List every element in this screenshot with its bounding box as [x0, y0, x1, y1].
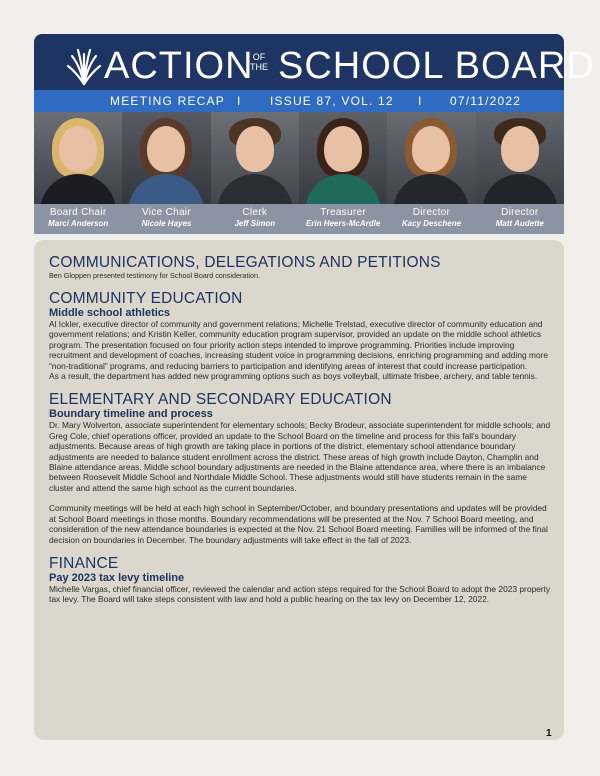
meeting-date: 07/11/2022 — [450, 94, 522, 108]
subtitle-tax-levy: Pay 2023 tax levy timeline — [49, 571, 185, 584]
community-body-2: As a result, the department has added new programming options such as boys volleyball, ultimate frisbee, archery, and table tennis. — [49, 371, 538, 382]
board-member-photo — [122, 112, 210, 204]
board-member-photo — [476, 112, 564, 204]
issue-bar — [34, 90, 564, 112]
board-role: Director — [501, 207, 539, 218]
board-role: Board Chair — [49, 207, 107, 218]
board-name: Marci Anderson — [48, 219, 109, 228]
wheat-sheaf-icon — [66, 44, 102, 86]
masthead-of-the — [250, 52, 268, 72]
board-member — [299, 204, 387, 234]
board-member-photo — [34, 112, 122, 204]
subtitle-boundary-timeline: Boundary timeline and process — [49, 408, 213, 421]
elementary-body-2: Community meetings will be held at each high school in September/October, and boundary presentations and updates will be provided at School Board meetings in those months. Boundary recommendations will be presented at the Nov. 7 School Board meeting, and consideration of the new attendance boundaries is expected at the Nov. 21 School Board meeting. Families will be informed of the final decision on boundaries in December. The boundary adjustments will take effect in the fall of 2023. — [49, 503, 548, 545]
separator: I — [237, 94, 242, 108]
masthead-the: THE — [250, 62, 268, 72]
board-role: Director — [412, 207, 451, 218]
elementary-body-1: Dr. Mary Wolverton, associate superintendent for elementary schools; Becky Brodeur, associate superintendent for middle schools; and Greg Cole, chief operations officer, provided an update to the School Board on the timeline and process for this fall’s boundary adjustments. Because areas of high growth are taking place in portions of the district, elementary school attendance boundary adjustments are needed to balance student enrollment across the district. These areas of high growth include Dayton, Champlin and Blaine attendance areas. Middle school boundary adjustments are needed in the Blaine attendance area, where there is an imbalance between Roosevelt Middle School and Northdale Middle School. These adjustments would still have students remain in the same cluster and attend the same high school as the current boundaries. — [49, 420, 551, 493]
board-name: Kacy Deschene — [401, 219, 462, 228]
section-title-elementary-secondary: ELEMENTARY AND SECONDARY EDUCATION — [49, 391, 392, 409]
board-member — [122, 204, 210, 234]
board-member — [387, 204, 475, 234]
board-name: Nicole Hayes — [141, 219, 192, 228]
meeting-recap-label: MEETING RECAP — [110, 94, 225, 108]
board-role: Treasurer — [320, 207, 366, 218]
board-name: Erin Heers-McArdle — [306, 219, 381, 228]
masthead-word-school-board: SCHOOL BOARD — [278, 45, 595, 87]
issue-label: ISSUE 87, VOL. 12 — [270, 94, 394, 108]
board-role: Vice Chair — [142, 207, 191, 218]
board-member — [34, 204, 122, 234]
masthead-word-action: ACTION — [104, 45, 254, 87]
board-names-bar — [34, 204, 564, 234]
page-number: 1 — [546, 728, 552, 739]
board-member-photo — [299, 112, 387, 204]
board-member-photo — [211, 112, 299, 204]
board-member-photo — [387, 112, 475, 204]
board-role: Clerk — [242, 207, 268, 218]
masthead-of: OF — [252, 52, 266, 62]
community-body-1: Al Ickler, executive director of community and government relations; Michelle Trelstad, executive director of community education and government relations; and Kristin Keller, community education program supervisor, provided an update on the middle school athletics program. The presentation focused on four priority action steps intended to improve programming. Priorities include improving recruitment and development of coaches, increasing student voice in programming decisions, enriching programming and adding more “non-traditional” programs, and reducing barriers to participation and identifying areas of interest that could increase participation. — [49, 319, 549, 371]
board-name: Matt Audette — [495, 219, 544, 228]
board-member — [476, 204, 564, 234]
board-member — [211, 204, 299, 234]
subtitle-middle-school-athletics: Middle school athletics — [49, 307, 171, 319]
section-title-finance: FINANCE — [49, 554, 119, 572]
section-title-communications: COMMUNICATIONS, DELEGATIONS AND PETITIONS — [49, 254, 441, 271]
section-title-community-education: COMMUNITY EDUCATION — [49, 290, 243, 307]
recap-content — [49, 254, 553, 605]
board-photos — [34, 112, 564, 204]
finance-body: Michelle Vargas, chief financial officer, reviewed the calendar and action steps required for the School Board to adopt the 2023 property tax levy. The Board will take steps consistent with law and hold a public hearing on the tax levy on December 12, 2022. — [49, 583, 551, 605]
communications-body: Ben Gloppen presented testimony for School Board consideration. — [49, 271, 260, 280]
separator: I — [418, 94, 423, 108]
board-name: Jeff Simon — [234, 219, 276, 228]
